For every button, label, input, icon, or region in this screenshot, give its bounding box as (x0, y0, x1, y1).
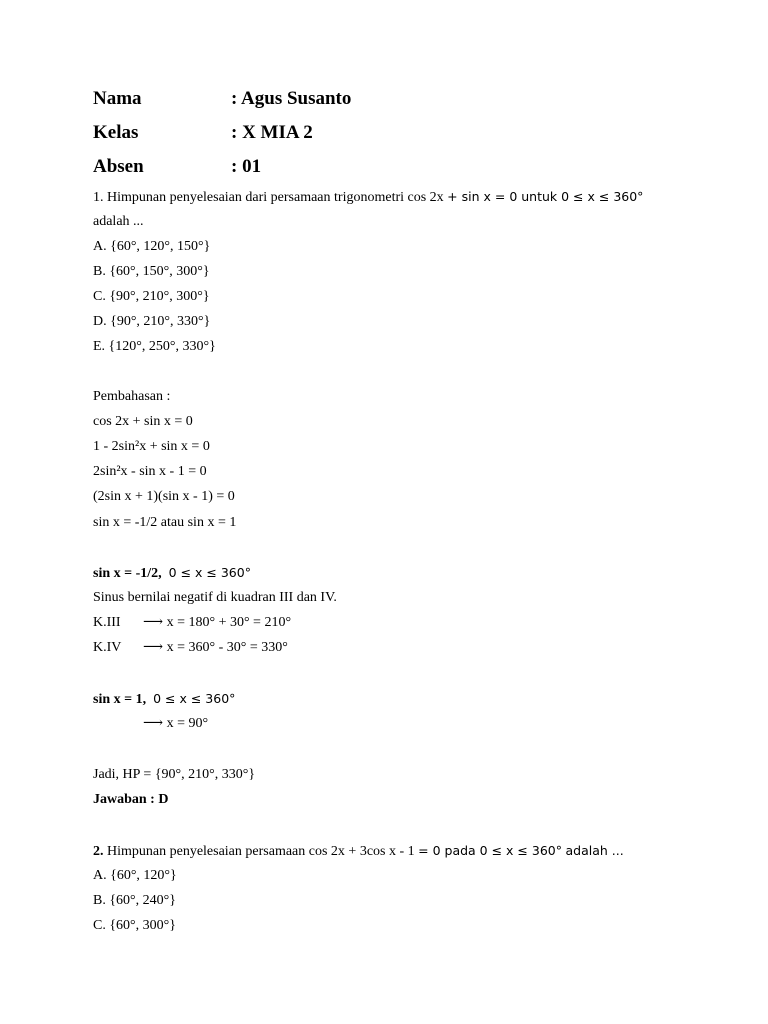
quadrant-4-label: K.IV (93, 640, 122, 655)
question-1-option-b: B. {60°, 150°, 300°} (93, 264, 210, 279)
class-value: : X MIA 2 (231, 122, 313, 143)
quadrant-4-equation: ⟶ x = 360° - 30° = 330° (143, 640, 288, 655)
solution-title: Pembahasan : (93, 389, 171, 404)
question-2-math: = 0 pada 0 ≤ x ≤ 360° (418, 843, 562, 858)
question-1-option-c: C. {90°, 210°, 300°} (93, 289, 210, 304)
absen-label: Absen (93, 156, 144, 177)
case-1-note: Sinus bernilai negatif di kuadran III dan IV. (93, 590, 337, 605)
case-1-range: 0 ≤ x ≤ 360° (168, 565, 251, 580)
question-2-stem (93, 841, 624, 862)
case-1-equation: sin x = -1/2 (93, 566, 159, 581)
quadrant-3-label: K.III (93, 615, 121, 630)
question-1-option-e: E. {120°, 250°, 330°} (93, 339, 216, 354)
question-2-text: Himpunan penyelesaian persamaan cos 2x + 3cos x - 1 (107, 844, 415, 859)
solution-step-1: cos 2x + sin x = 0 (93, 414, 193, 429)
student-absen-row (93, 155, 261, 179)
question-2-option-c: C. {60°, 300°} (93, 918, 176, 933)
case-1-quadrant-3 (93, 613, 291, 633)
question-1-option-d: D. {90°, 210°, 330°} (93, 314, 211, 329)
solution-step-3: 2sin²x - sin x - 1 = 0 (93, 464, 207, 479)
solution-conclusion: Jadi, HP = {90°, 210°, 330°} (93, 767, 256, 782)
quadrant-3-equation: ⟶ x = 180° + 30° = 210° (143, 615, 292, 630)
case-2-range: 0 ≤ x ≤ 360° (153, 691, 236, 706)
case-2-heading: sin x = 1, 0 ≤ x ≤ 360° (93, 691, 236, 707)
solution-answer: Jawaban : D (93, 792, 169, 807)
case-1-heading: sin x = -1/2, 0 ≤ x ≤ 360° (93, 565, 251, 581)
question-1-option-a: A. {60°, 120°, 150°} (93, 239, 211, 254)
name-value: : Agus Susanto (231, 88, 352, 109)
question-2-option-a: A. {60°, 120°} (93, 868, 177, 883)
question-1-stem (93, 187, 643, 208)
class-label: Kelas (93, 122, 139, 143)
solution-step-4: (2sin x + 1)(sin x - 1) = 0 (93, 489, 235, 504)
student-name-row (93, 87, 351, 111)
case-2-result: ⟶ x = 90° (143, 716, 209, 731)
question-1-text: 1. Himpunan penyelesaian dari persamaan trigonometri cos 2x (93, 190, 444, 205)
solution-step-2: 1 - 2sin²x + sin x = 0 (93, 439, 210, 454)
name-label: Nama (93, 88, 142, 109)
case-2-equation: sin x = 1 (93, 692, 143, 707)
question-2-number: 2. (93, 844, 104, 859)
student-class-row (93, 121, 313, 145)
question-2-option-b: B. {60°, 240°} (93, 893, 176, 908)
question-1-stem-cont: adalah ... (93, 214, 144, 229)
question-1-math: + sin x = 0 untuk 0 ≤ x ≤ 360° (447, 189, 644, 204)
absen-value: : 01 (231, 156, 262, 177)
case-1-quadrant-4 (93, 638, 288, 658)
question-2-end: adalah ... (565, 843, 624, 858)
solution-step-5: sin x = -1/2 atau sin x = 1 (93, 515, 237, 530)
